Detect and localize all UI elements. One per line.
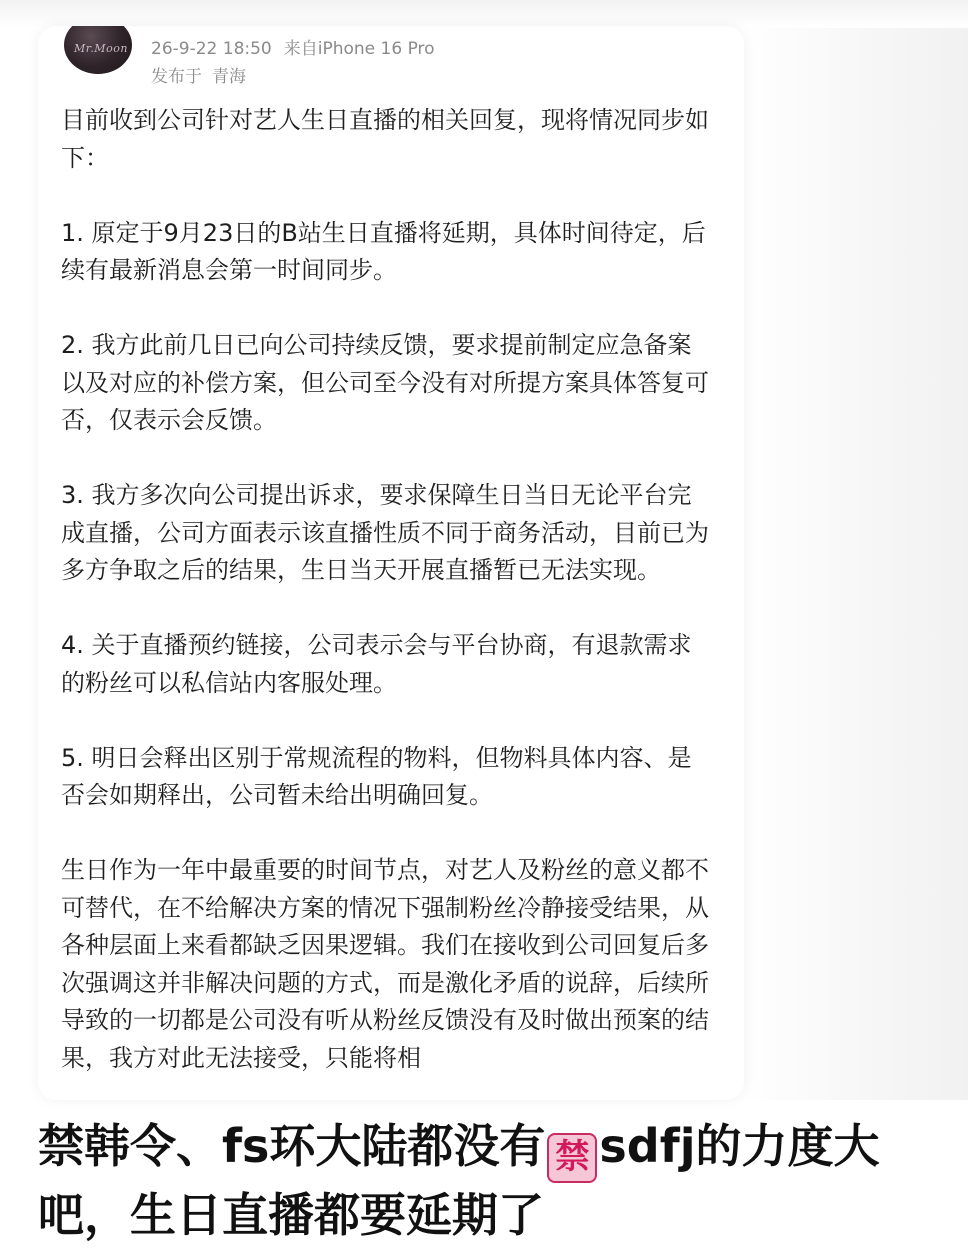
post-paragraph-4: 4. 关于直播预约链接，公司表示会与平台协商，有退款需求的粉丝可以私信站内客服处理。 [61, 631, 692, 697]
post-source[interactable]: 来自iPhone 16 Pro [283, 39, 435, 59]
post-paragraph-5: 5. 明日会释出区别于常规流程的物料，但物料具体内容、是否会如期释出，公司暂未给出明确回复。 [61, 743, 692, 809]
post-paragraph-1: 1. 原定于9月23日的B站生日直播将延期，具体时间待定，后续有最新消息会第一时间同步。 [61, 218, 706, 284]
post-paragraph-conclusion: 生日作为一年中最重要的时间节点，对艺人及粉丝的意义都不可替代，在不给解决方案的情况下强制粉丝冷静接受结果，从各种层面上来看都缺乏因果逻辑。我们在接收到公司回复后多次强调这并非解决问题的方式，而是激化矛盾的说辞，后续所导致的一切都是公司没有听从粉丝反馈没有及时做出预案的结果，我方对此无法接受，只能将相 [61, 856, 709, 1072]
background-bleed-top [0, 0, 968, 28]
avatar-logo-text: Mr.Moon [74, 42, 128, 55]
post-paragraph-2: 2. 我方此前几日已向公司持续反馈，要求提前制定应急备案以及对应的补偿方案，但公司至今没有对所提方案具体答复可否，仅表示会反馈。 [61, 331, 709, 434]
location-value: 青海 [212, 67, 246, 87]
post-paragraph-intro: 目前收到公司针对艺人生日直播的相关回复，现将情况同步如下： [61, 106, 709, 172]
overlay-caption [38, 1114, 938, 1247]
weibo-post-card [38, 26, 744, 1100]
post-body [61, 102, 711, 1100]
prohibited-ideograph-icon: 禁 [547, 1133, 597, 1183]
post-meta [151, 34, 435, 59]
background-bleed [738, 0, 968, 1100]
post-paragraph-3: 3. 我方多次向公司提出诉求，要求保障生日当日无论平台完成直播，公司方面表示该直播性质不同于商务活动，目前已为多方争取之后的结果，生日当天开展直播暂已无法实现。 [61, 481, 709, 584]
avatar[interactable] [64, 26, 132, 74]
post-location [151, 62, 246, 87]
location-label: 发布于 [151, 67, 202, 87]
caption-text-part1: 禁韩令、fs环大陆都没有 [38, 1119, 546, 1173]
caption-text-part2: sdfj的力度大吧，生日直播都要延期了 [38, 1119, 880, 1242]
card-bottom-fade [38, 1074, 744, 1100]
post-timestamp: 26-9-22 18:50 [151, 39, 272, 59]
